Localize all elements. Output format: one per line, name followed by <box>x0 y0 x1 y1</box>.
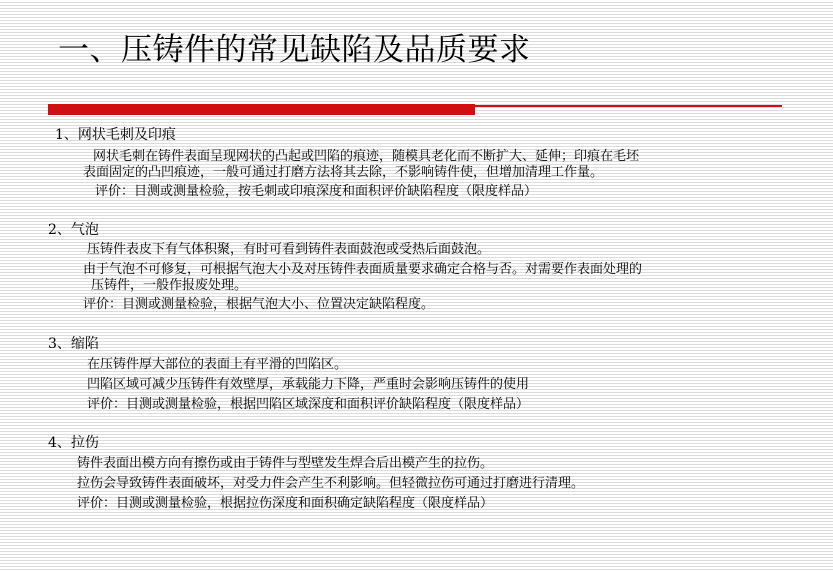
section-text: 拉伤会导致铸件表面破坏，对受力件会产生不利影响。但轻微拉伤可通过打磨进行清理。 <box>77 476 585 491</box>
section-text: 网状毛刺在铸件表面呈现网状的凸起或凹陷的痕迹，随模具老化而不断扩大、延伸；印痕在毛坯 <box>93 149 640 164</box>
section-text: 表面固定的凸凹痕迹，一般可通过打磨方法将其去除，不影响铸件使，但增加清理工作量。 <box>83 165 604 180</box>
section-text: 凹陷区域可减少压铸件有效壁厚，承载能力下降，严重时会影响压铸件的使用 <box>87 377 530 392</box>
section-text: 压铸件表皮下有气体积聚，有时可看到铸件表面鼓泡或受热后面鼓泡。 <box>87 242 491 257</box>
section-evaluation: 评价：目测或测量检验，根据气泡大小、位置决定缺陷程度。 <box>83 297 435 312</box>
section-evaluation: 评价：目测或测量检验，根据凹陷区域深度和面积评价缺陷程度（限度样品） <box>87 397 530 412</box>
section-text: 压铸件，一般作报废处理。 <box>91 278 248 293</box>
section-heading: 3、缩陷 <box>48 336 99 352</box>
title-accent-line <box>475 105 782 107</box>
section-text: 铸件表面出模方向有擦伤或由于铸件与型壁发生焊合后出模产生的拉伤。 <box>77 456 494 471</box>
section-heading: 1、网状毛刺及印痕 <box>55 127 176 143</box>
section-evaluation: 评价：目测或测量检验，根据拉伤深度和面积确定缺陷程度（限度样品） <box>77 496 494 511</box>
section-heading: 2、气泡 <box>48 222 99 238</box>
section-text: 在压铸件厚大部位的表面上有平滑的凹陷区。 <box>87 357 348 372</box>
section-evaluation: 评价：目测或测量检验，按毛刺或印痕深度和面积评价缺陷程度（限度样品） <box>95 184 538 199</box>
section-text: 由于气泡不可修复，可根据气泡大小及对压铸件表面质量要求确定合格与否。对需要作表面处理的 <box>83 262 643 277</box>
title-accent-bar <box>48 104 475 115</box>
section-heading: 4、拉伤 <box>48 435 99 451</box>
slide-title: 一、压铸件的常见缺陷及品质要求 <box>58 32 531 68</box>
